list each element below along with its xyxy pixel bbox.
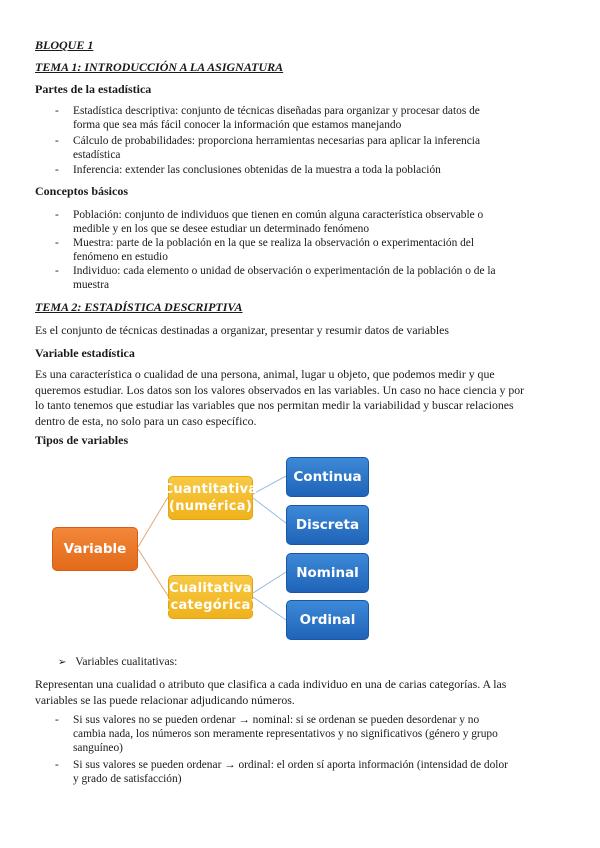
partes-heading: Partes de la estadística (35, 82, 152, 96)
dash-bullet: - (55, 237, 59, 249)
list-item-line: medible y en los que se desee estudiar un determinado fenómeno (73, 223, 370, 235)
node-nominal: Nominal (286, 553, 369, 593)
tipos-heading: Tipos de variables (35, 433, 129, 447)
list-item-line: Si sus valores se pueden ordenar → ordinal: el orden sí aporta información (intensidad de dolor (73, 759, 508, 771)
connector-line (253, 572, 286, 593)
paragraph-line: dentro de esta, no solo para un caso específico. (35, 413, 257, 428)
list-item-line: estadística (73, 149, 121, 161)
paragraph-line: lo tanto tenemos que estudiar las variables que nos permitan medir la variabilidad y buscar relaciones (35, 398, 514, 412)
node-label-line: Cuantitativa (163, 482, 258, 497)
paragraph-line: variables se las puede relacionar adjudicando números. (35, 692, 295, 707)
paragraph-line: queremos estudiar. Los datos son los valores observados en las variables. Un caso no hace ciencia y por (35, 382, 525, 397)
dash-bullet: - (55, 135, 59, 147)
list-item-line: cambia nada, los números son meramente representativos y no significativos (género y grupo (73, 728, 498, 740)
paragraph-line: Representan una cualidad o atributo que clasifica a cada individuo en una de carias categorías. A las (35, 677, 507, 691)
tema2-title: TEMA 2: ESTADÍSTICA DESCRIPTIVA (35, 300, 243, 314)
node-discreta: Discreta (286, 505, 369, 545)
list-item-line: y grado de satisfacción) (73, 773, 182, 785)
dash-bullet: - (55, 265, 59, 277)
connector-line (253, 476, 286, 494)
dash-bullet: - (55, 164, 59, 176)
dash-bullet: - (55, 759, 59, 771)
connector-line (138, 497, 168, 547)
node-label-line: Cualitativa (169, 581, 252, 596)
dash-bullet: - (55, 714, 59, 726)
arrow-bullet-icon: ➢ (58, 657, 67, 668)
node-cualitativa (164, 575, 257, 619)
list-item-line: Cálculo de probabilidades: proporciona herramientas necesarias para aplicar la inferencia (73, 135, 481, 147)
list-item-line: muestra (73, 279, 110, 291)
variable-heading: Variable estadística (35, 346, 135, 360)
bloque-heading: BLOQUE 1 (35, 38, 94, 52)
cualitativas-bullet (58, 655, 177, 670)
list-item-line: Muestra: parte de la población en la que se realiza la observación o experimentación del (73, 237, 475, 249)
node-label-line: (numérica) (168, 499, 253, 514)
list-item-line: fenómeno en estudio (73, 251, 168, 263)
paragraph-line: Es una característica o cualidad de una persona, animal, lugar u objeto, que podemos medir y que (35, 367, 495, 381)
node-variable: Variable (52, 527, 138, 571)
list-item-line: forma que sea más fácil conocer la información que estamos manejando (73, 119, 402, 131)
node-ordinal: Ordinal (286, 600, 369, 640)
list-item-line: sanguíneo) (73, 742, 123, 754)
list-item-line: Si sus valores no se pueden ordenar → nominal: si se ordenan se pueden desordenar y no (73, 714, 480, 726)
list-item-line: Población: conjunto de individuos que tienen en común alguna característica observable o (73, 209, 484, 221)
cualitativas-paragraph (35, 677, 565, 708)
dash-bullet: - (55, 105, 59, 117)
list-item-line: Inferencia: extender las conclusiones obtenidas de la muestra a toda la población (73, 164, 441, 176)
node-label-line: (categórica) (164, 598, 257, 613)
tema2-intro: Es el conjunto de técnicas destinadas a organizar, presentar y resumir datos de variables (35, 323, 450, 337)
node-continua: Continua (286, 457, 369, 497)
list-item-line: Individuo: cada elemento o unidad de observación o experimentación de la población o de la (73, 265, 496, 277)
node-cuantitativa (163, 476, 258, 520)
connector-line (253, 498, 286, 523)
dash-bullet: - (55, 209, 59, 221)
connector-line (253, 597, 286, 620)
cualitativas-heading: Variables cualitativas: (75, 655, 178, 668)
connector-line (138, 549, 168, 596)
tema1-title: TEMA 1: INTRODUCCIÓN A LA ASIGNATURA (35, 60, 284, 74)
conceptos-heading: Conceptos básicos (35, 184, 129, 198)
list-item-line: Estadística descriptiva: conjunto de técnicas diseñadas para organizar y procesar datos de (73, 105, 480, 117)
